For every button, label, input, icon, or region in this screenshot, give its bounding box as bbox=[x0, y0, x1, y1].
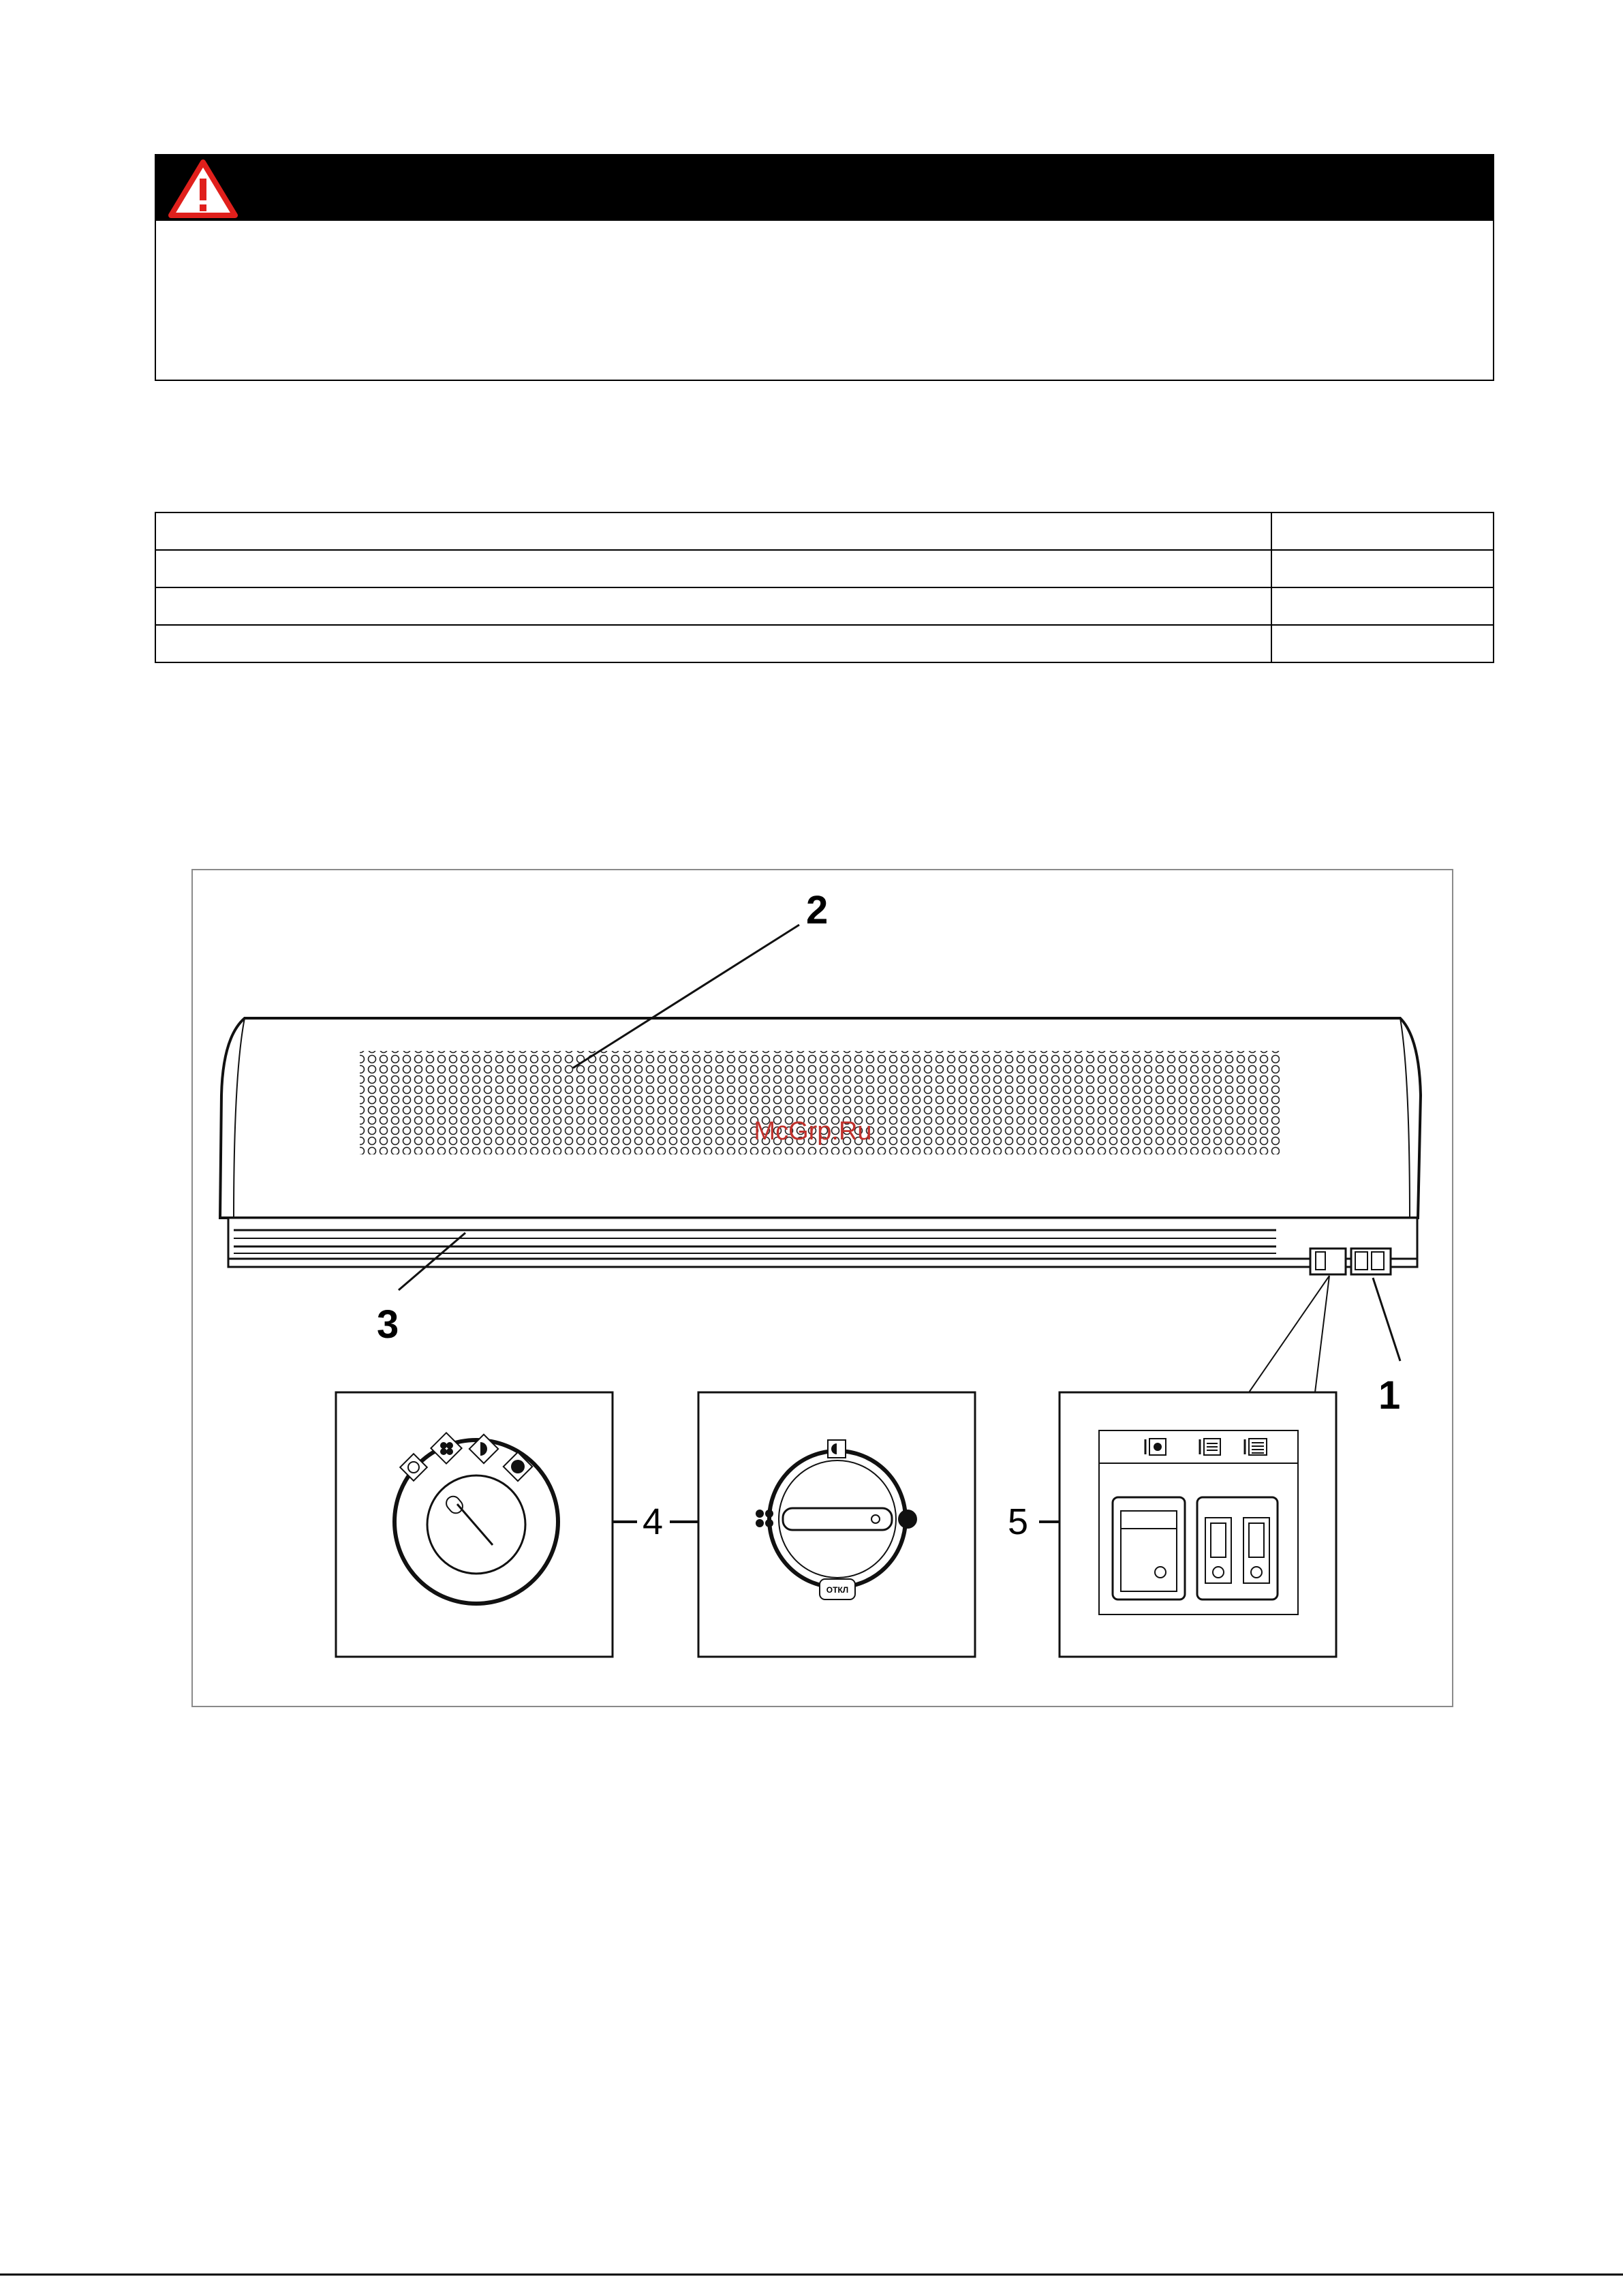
panel-rotary-knob bbox=[336, 1392, 613, 1657]
spec-table bbox=[155, 512, 1494, 663]
off-label: ОТКЛ bbox=[826, 1585, 849, 1595]
callout-3-label: 3 bbox=[377, 1302, 399, 1347]
table-cell bbox=[1271, 625, 1494, 662]
table-row bbox=[155, 587, 1494, 625]
table-row bbox=[155, 550, 1494, 587]
unit-control-panel bbox=[1310, 1249, 1391, 1274]
figure-canvas bbox=[193, 870, 1455, 1709]
fan-switch bbox=[1113, 1497, 1185, 1599]
heat-switch-group bbox=[1197, 1497, 1278, 1599]
warning-triangle-icon bbox=[168, 159, 238, 218]
air-outlet bbox=[228, 1218, 1417, 1267]
air-curtain-figure bbox=[191, 869, 1453, 1707]
table-cell bbox=[155, 550, 1271, 587]
panel-lever-switch bbox=[698, 1392, 975, 1657]
table-cell bbox=[155, 587, 1271, 625]
table-cell bbox=[1271, 550, 1494, 587]
callout-4-label: 4 bbox=[643, 1501, 664, 1542]
panel-push-switches bbox=[1060, 1392, 1336, 1657]
full-heat-icon bbox=[899, 1510, 916, 1528]
page-bottom-rule bbox=[0, 2274, 1623, 2276]
knob-handle bbox=[427, 1475, 525, 1574]
table-cell bbox=[1271, 587, 1494, 625]
watermark: McGrp.Ru bbox=[754, 1117, 872, 1146]
warning-box bbox=[155, 154, 1494, 381]
callout-1-label: 1 bbox=[1378, 1373, 1401, 1418]
table-row bbox=[155, 625, 1494, 662]
callout-5-label: 5 bbox=[1008, 1501, 1029, 1542]
callout-2-label: 2 bbox=[806, 888, 829, 932]
callout-1-leader bbox=[1373, 1278, 1400, 1361]
switch-lever bbox=[783, 1508, 892, 1530]
table-cell bbox=[1271, 512, 1494, 550]
table-row bbox=[155, 512, 1494, 550]
warning-header bbox=[156, 155, 1493, 221]
table-cell bbox=[155, 512, 1271, 550]
table-cell bbox=[155, 625, 1271, 662]
